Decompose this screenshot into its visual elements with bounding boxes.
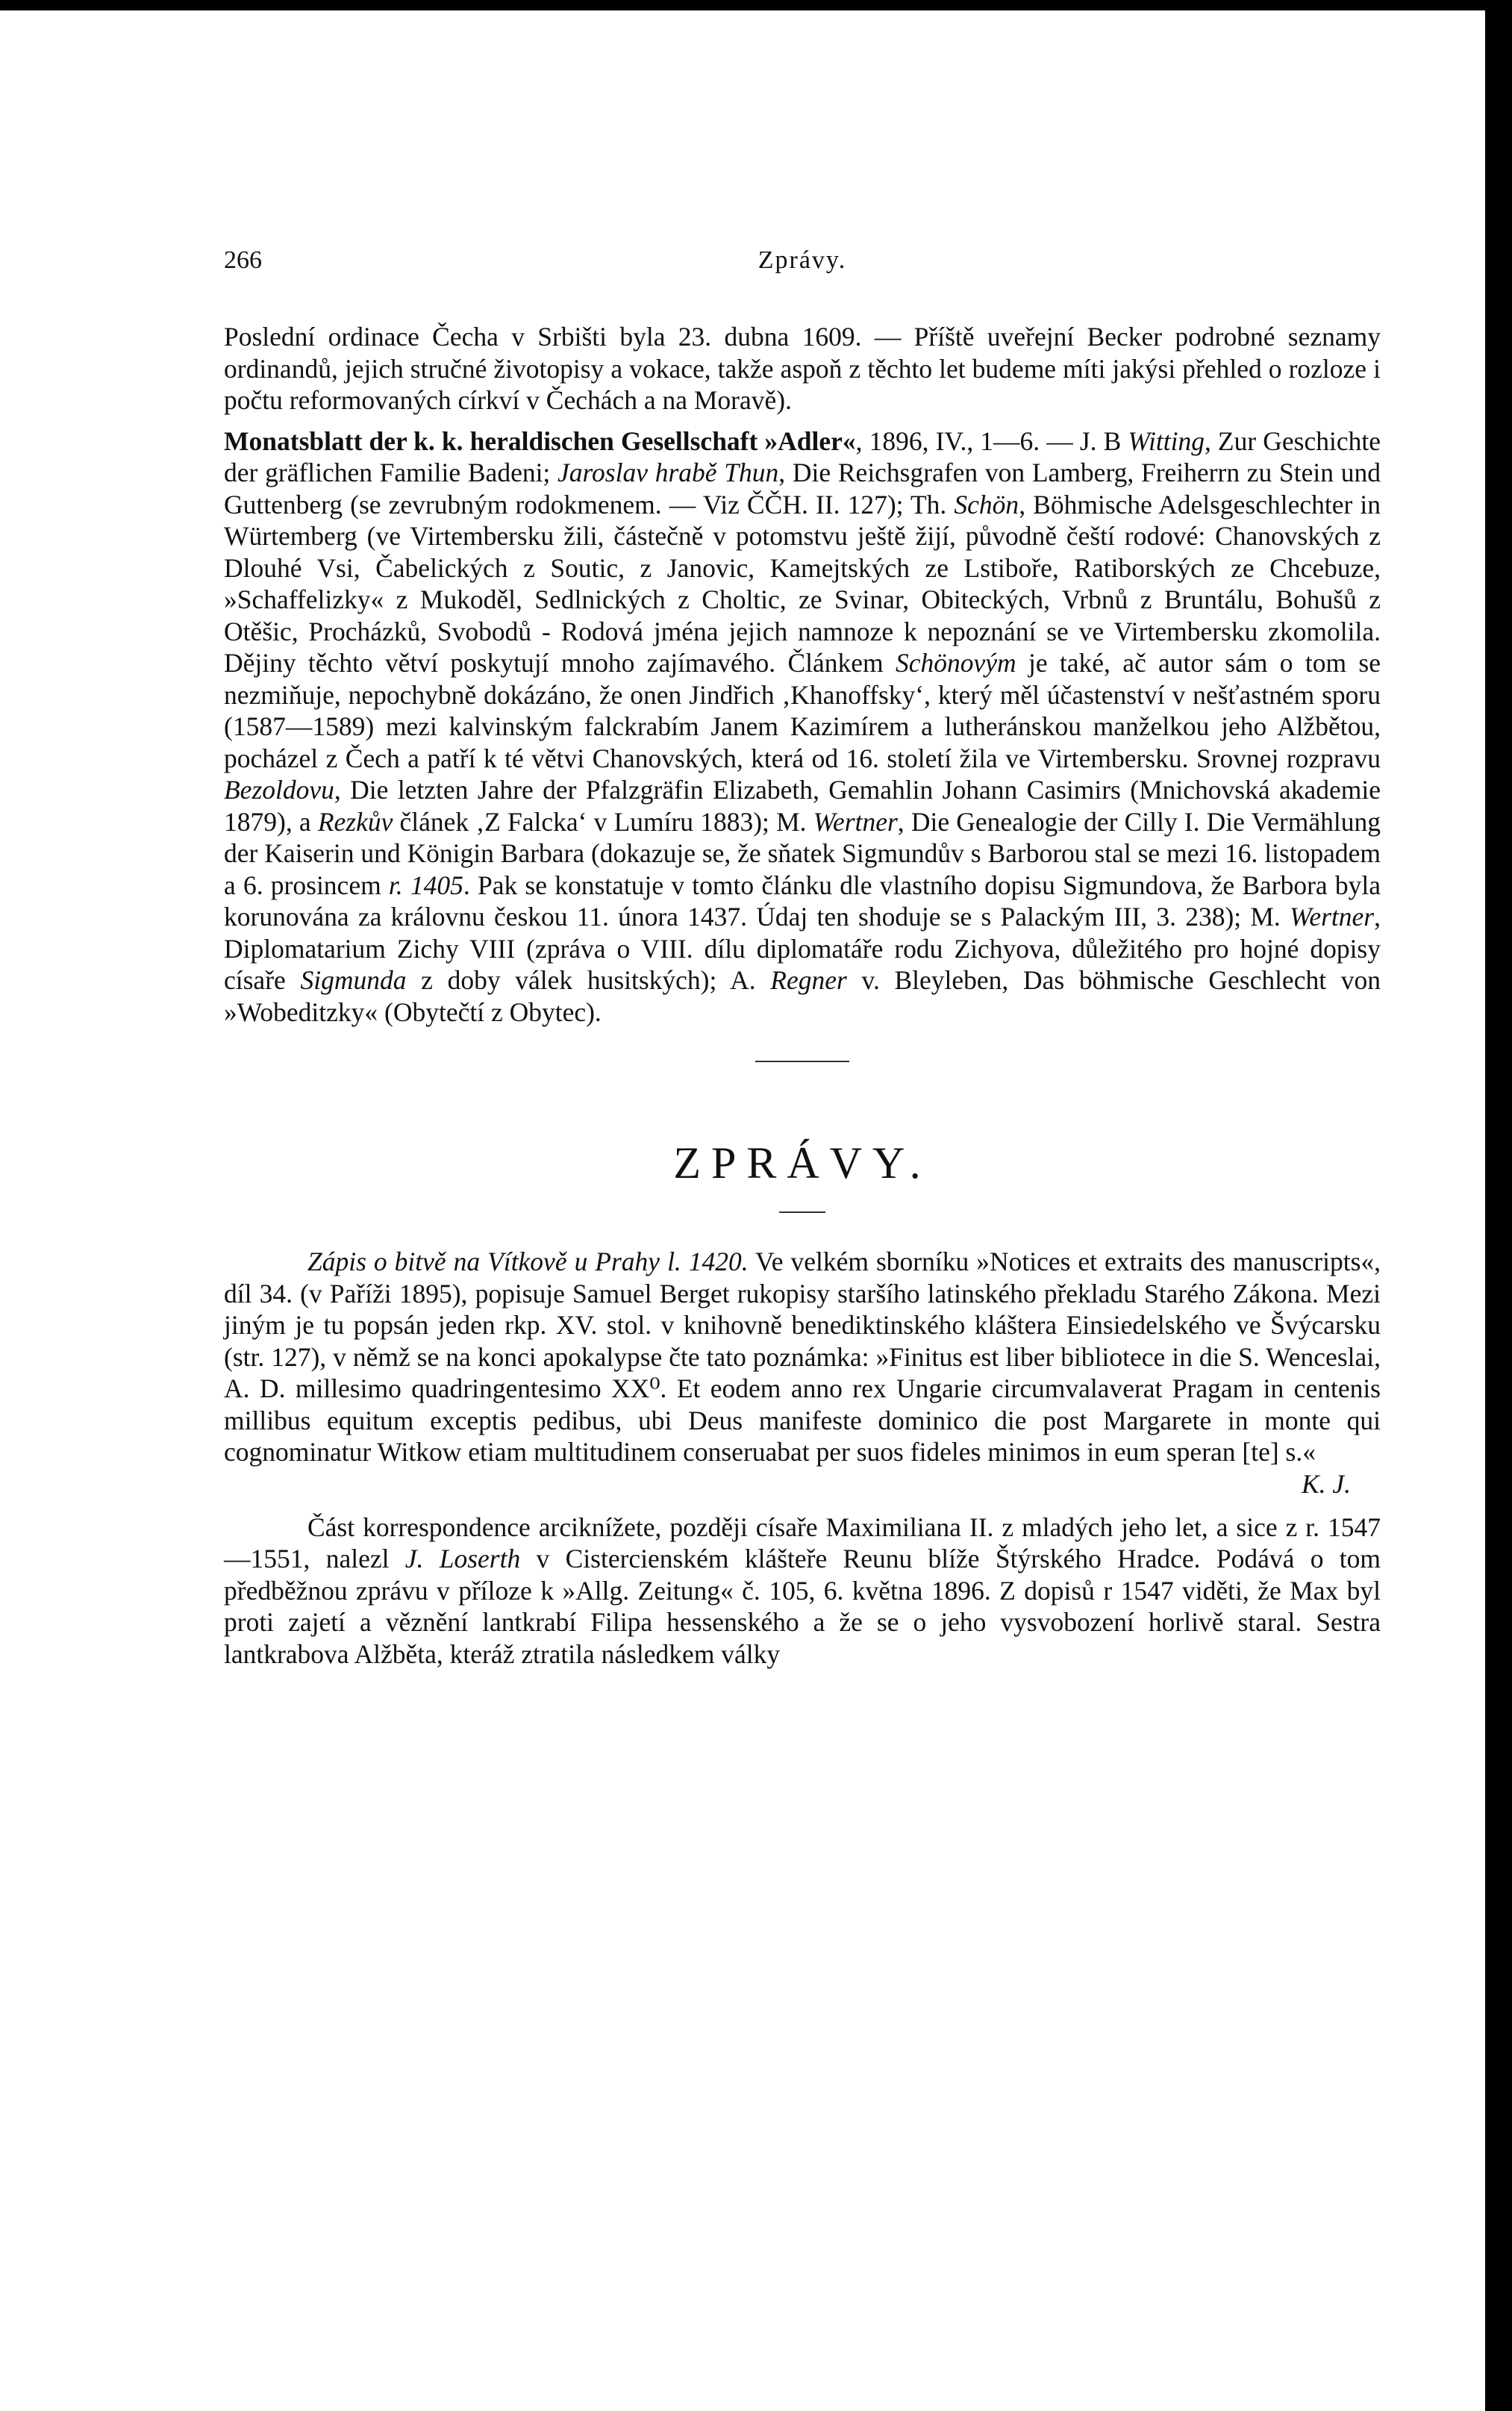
article-title: Zápis o bitvě na Vítkově u Prahy l. 1420. — [307, 1247, 749, 1276]
paragraph-korrespondence: Část korrespondence arciknížete, později císaře Maximiliana II. z mladých jeho let, a sice z r. 1547—1551, nalezl J. Loserth v Cistercienském klášteře Reunu blíže Štýrského Hradce. Podává o tom předběžnou zprávu v příloze k »Allg. Zeitung« č. 105, 6. května 1896. Z dopisů r 1547 viděti, že Max byl proti zajetí a věznění lantkrabí Filipa hessenského a že se o jeho vysvobození horlivě staral. Sestra lantkrabova Alžběta, kteráž ztratila následkem války — [224, 1512, 1381, 1669]
paragraph-ordinace: Poslední ordinace Čecha v Srbišti byla 23. dubna 1609. — Příště uveřejní Becker podrobné seznamy ordinandů, jejich stručné životopisy a vokace, takže aspoň z těchto let budeme míti jakýsi přehled o rozloze i počtu reformovaných církví v Čechách a na Moravě). — [224, 322, 1381, 415]
running-title: Zprávy. — [757, 246, 847, 274]
section-divider — [755, 1061, 849, 1062]
running-header — [224, 246, 1381, 291]
paragraph-monatsblatt: Monatsblatt der k. k. heraldischen Gesellschaft »Adler«, 1896, IV., 1—6. — J. B Witting, Zur Geschichte der gräflichen Familie Badeni; Jaroslav hrabě Thun, Die Reichsgrafen von Lamberg, Freiherrn zu Stein und Guttenberg (se zevrubným rodokmenem. — Viz ČČH. II. 127); Th. Schön, Böhmische Adelsgeschlechter in Würtemberg (ve Virtembersku žili, částečně v potomstvu ještě žijí, původně čeští rodové: Chanovských z Dlouhé Vsi, Čabelických z Soutic, z Janovic, Kamejtských ze Lstiboře, Ratiborských ze Chcebuze, »Schaffelizky« z Mukoděl, Sedlnických z Choltic, ze Svinar, Obiteckých, Vrbnů z Bruntálu, Bohušů z Otěšic, Procházků, Svobodů - Rodová jména jejich namnoze k nepoznání se ve Virtembersku zkomolila. Dějiny těchto větví poskytují mnoho zajímavého. Článkem Schönovým je také, ač autor sám o tom se nezmiňuje, nepochybně dokázáno, že onen Jindřich ‚Khanoffsky‘, který měl účastenství v nešťastném sporu (1587—1589) mezi kalvinským falckrabím Janem Kazimírem a lutheránskou manželkou jeho Alžbětou, pocházel z Čech a patří k té větvi Chanovských, která od 16. století žila ve Virtembersku. Srovnej rozpravu Bezoldovu, Die letzten Jahre der Pfalzgräfin Elizabeth, Gemahlin Johann Casimirs (Mnichovská akademie 1879), a Rezkův článek ‚Z Falcka‘ v Lumíru 1883); M. Wertner, Die Genealogie der Cilly I. Die Vermählung der Kaiserin und Königin Barbara (dokazuje se, že sňatek Sigmundův s Barborou stal se mezi 16. listopadem a 6. prosincem r. 1405. Pak se konstatuje v tomto článku dle vlastního dopisu Sigmundova, že Barbora byla korunována za královnu českou 11. února 1437. Údaj ten shoduje se s Palackým III, 3. 238); M. Wertner, Diplomatarium Zichy VIII (zpráva o VIII. dílu diplomatáře rodu Zichyova, důležitého pro hojné dopisy císaře Sigmunda z doby válek husitských); A. Regner v. Bleyleben, Das böhmische Geschlecht von »Wobeditzky« (Obytečtí z Obytec). — [224, 425, 1381, 1027]
section-heading: ZPRÁVY. — [673, 1138, 931, 1188]
scan-border-right — [1485, 0, 1512, 2411]
paragraph-zapis: Zápis o bitvě na Vítkově u Prahy l. 1420. Ve velkém sborníku »Notices et extraits des manuscripts«, díl 34. (v Paříži 1895), popisuje Samuel Berget rukopisy staršího latinského překladu Starého Zákona. Mezi jiným je tu popsán jeden rkp. XV. stol. v knihovně benediktinského kláštera Einsiedelského ve Švýcarsku (str. 127), v němž se na konci apokalypse čte tato poznámka: »Finitus est liber bibliotece in die S. Wenceslai, A. D. millesimo quadringentesimo XX⁰. Et eodem anno rex Ungarie circumvalaverat Pragam in centenis millibus equitum exceptis pedibus, ubi Deus manifeste dominico die post Margarete in monte qui cognominatur Witkow etiam multitudinem conseruabat per suos fideles minimos in eum speran [te] s.« K. J. — [224, 1247, 1381, 1499]
heading-underline — [779, 1211, 825, 1213]
page-number: 266 — [224, 246, 262, 274]
author-name: J. Loserth — [404, 1544, 521, 1573]
signature: K. J. — [1301, 1468, 1351, 1499]
journal-title: Monatsblatt der k. k. heraldischen Gesellschaft »Adler« — [224, 425, 856, 456]
document-page — [224, 246, 1381, 1670]
scan-border-top — [0, 0, 1512, 10]
